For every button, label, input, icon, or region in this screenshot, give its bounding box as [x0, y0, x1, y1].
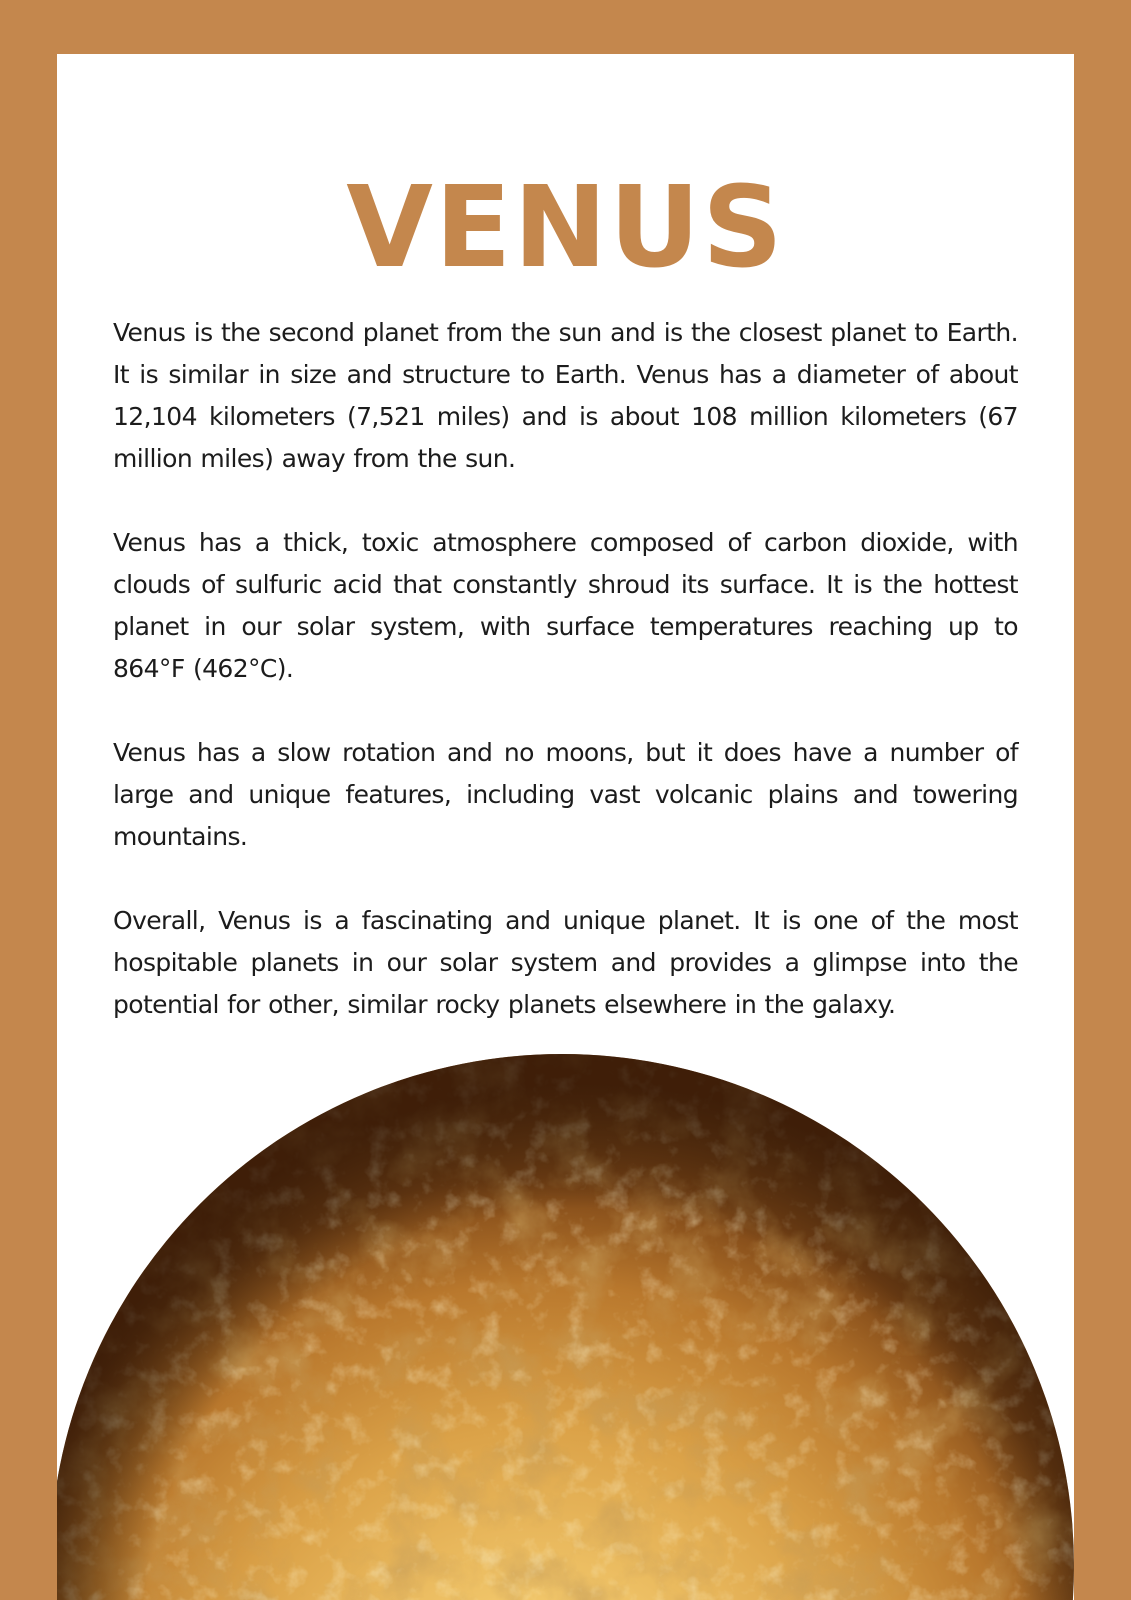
paragraph-intro: Venus is the second planet from the sun and is the closest planet to Earth. It is similar in size and structure to Earth. Venus has a diameter of about 12,104 kilometers (7,521 miles) and is about 108 million kilometers (67 million miles) away from the sun.	[113, 318, 1018, 473]
venus-planet-image	[57, 54, 1074, 1600]
venus-planet-icon	[57, 54, 1074, 1600]
page-title: VENUS	[346, 163, 785, 293]
poster-page	[57, 54, 1074, 1600]
paragraph-atmosphere: Venus has a thick, toxic atmosphere composed of carbon dioxide, with clouds of sulfuric acid that constantly shroud its surface. It is the hottest planet in our solar system, with surface temperatures reaching up to 864°F (462°C).	[113, 528, 1018, 683]
paragraph-overall: Overall, Venus is a fascinating and unique planet. It is one of the most hospitable planets in our solar system and provides a glimpse into the potential for other, similar rocky planets elsewhere in the galaxy.	[113, 906, 1018, 1019]
paragraph-features: Venus has a slow rotation and no moons, but it does have a number of large and unique features, including vast volcanic plains and towering mountains.	[113, 738, 1018, 851]
